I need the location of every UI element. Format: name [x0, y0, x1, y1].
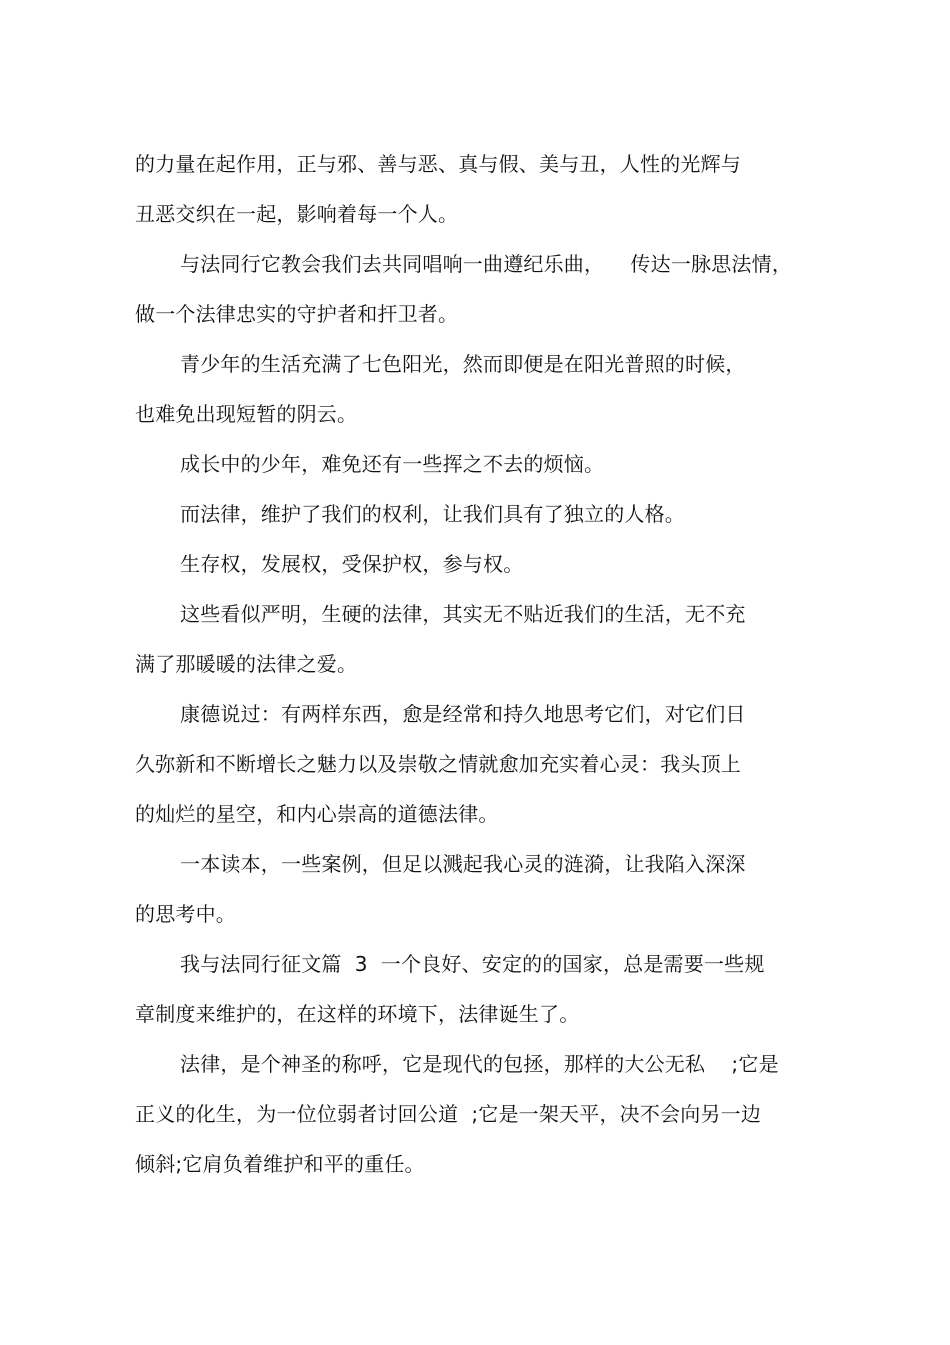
- text-line: 青少年的生活充满了七色阳光，然而即便是在阳光普照的时候，: [180, 352, 746, 376]
- text-line: 正义的化生，为一位位弱者讨回公道 ;它是一架天平，决不会向另一边: [135, 1102, 762, 1126]
- text-line: 的力量在起作用，正与邪、善与恶、真与假、美与丑，人性的光辉与: [135, 152, 741, 176]
- text-line: 满了那暖暖的法律之爱。: [135, 652, 358, 676]
- text-line: 这些看似严明，生硬的法律，其实无不贴近我们的生活，无不充: [180, 602, 746, 626]
- text-line: 康德说过：有两样东西，愈是经常和持久地思考它们，对它们日: [180, 702, 746, 726]
- text-line: 的思考中。: [135, 902, 236, 926]
- text-line: 与法同行它教会我们去共同唱响一曲遵纪乐曲， 传达一脉思法情，: [180, 252, 793, 276]
- text-line: 生存权，发展权，受保护权，参与权。: [180, 552, 524, 576]
- text-line: 我与法同行征文篇 3 一个良好、安定的的国家，总是需要一些规: [180, 952, 765, 976]
- text-line: 一本读本，一些案例，但足以溅起我心灵的涟漪，让我陷入深深: [180, 852, 746, 876]
- text-line: 做一个法律忠实的守护者和扞卫者。: [135, 302, 459, 326]
- text-line: 丑恶交织在一起，影响着每一个人。: [135, 202, 459, 226]
- text-line: 倾斜;它肩负着维护和平的重任。: [135, 1152, 425, 1176]
- text-line: 而法律，维护了我们的权利，让我们具有了独立的人格。: [180, 502, 685, 526]
- text-line: 法律，是个神圣的称呼，它是现代的包拯，那样的大公无私 ;它是: [180, 1052, 779, 1076]
- text-line: 久弥新和不断增长之魅力以及崇敬之情就愈加充实着心灵：我头顶上: [135, 752, 741, 776]
- text-line: 也难免出现短暂的阴云。: [135, 402, 358, 426]
- text-line: 的灿烂的星空，和内心崇高的道德法律。: [135, 802, 499, 826]
- text-line: 章制度来维护的，在这样的环境下，法律诞生了。: [135, 1002, 580, 1026]
- text-line: 成长中的少年，难免还有一些挥之不去的烦恼。: [180, 452, 605, 476]
